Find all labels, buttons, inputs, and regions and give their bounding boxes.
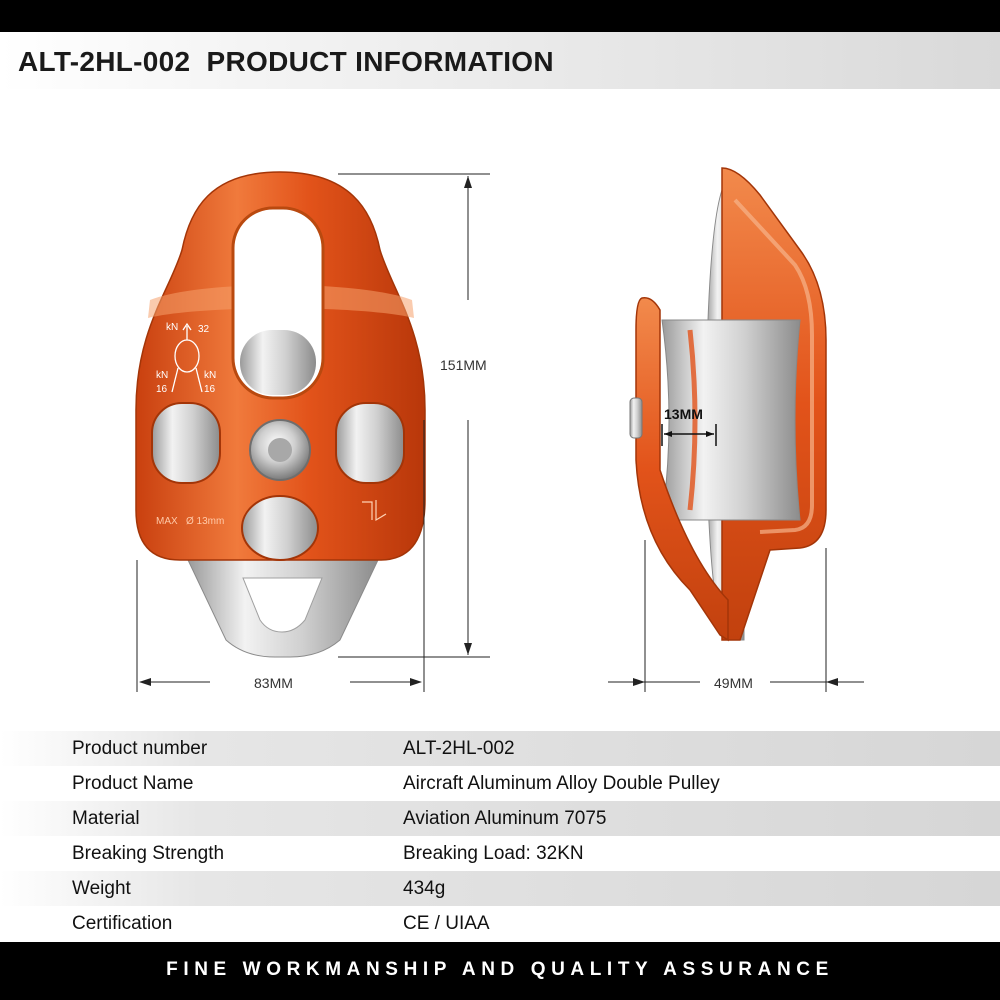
spec-value: 434g <box>403 878 446 899</box>
table-row <box>0 871 1000 906</box>
engraving-kn-right: kN <box>204 370 217 381</box>
spec-key: Certification <box>72 913 173 934</box>
table-row <box>0 906 1000 941</box>
spec-value: Aircraft Aluminum Alloy Double Pulley <box>403 773 720 794</box>
side-axle-nut <box>630 398 642 438</box>
table-row <box>0 731 1000 766</box>
spec-key: Breaking Strength <box>72 843 225 864</box>
side-width-dimension-label: 49MM <box>714 675 753 691</box>
table-row <box>0 836 1000 871</box>
height-dimension-label: 151MM <box>440 357 487 373</box>
groove-dimension-label: 13MM <box>664 406 703 422</box>
spec-value: Aviation Aluminum 7075 <box>403 808 607 829</box>
page-title: ALT-2HL-002 PRODUCT INFORMATION <box>18 46 554 77</box>
spec-table <box>0 731 1000 941</box>
footer-tagline: FINE WORKMANSHIP AND QUALITY ASSURANCE <box>166 959 834 980</box>
engraving-kn-left-value: 16 <box>156 384 168 395</box>
spec-value: Breaking Load: 32KN <box>403 843 584 864</box>
front-bottom-window <box>242 496 318 560</box>
engraving-kn-right-value: 16 <box>204 384 216 395</box>
table-row <box>0 766 1000 801</box>
spec-key: Product Name <box>72 773 194 794</box>
spec-key: Product number <box>72 738 208 759</box>
spec-key: Material <box>72 808 140 829</box>
spec-value: CE / UIAA <box>403 913 490 934</box>
engraving-kn-top: kN <box>166 322 179 333</box>
engraving-rope-max: MAX <box>156 516 178 527</box>
engraving-kn-left: kN <box>156 370 169 381</box>
spec-key: Weight <box>72 878 131 899</box>
spec-value: ALT-2HL-002 <box>403 738 515 759</box>
engraving-rope-max-value: Ø 13mm <box>186 516 225 527</box>
front-width-dimension-label: 83MM <box>254 675 293 691</box>
table-row <box>0 801 1000 836</box>
front-left-window <box>152 403 220 483</box>
engraving-kn-top-value: 32 <box>198 324 210 335</box>
front-right-window <box>336 403 404 483</box>
